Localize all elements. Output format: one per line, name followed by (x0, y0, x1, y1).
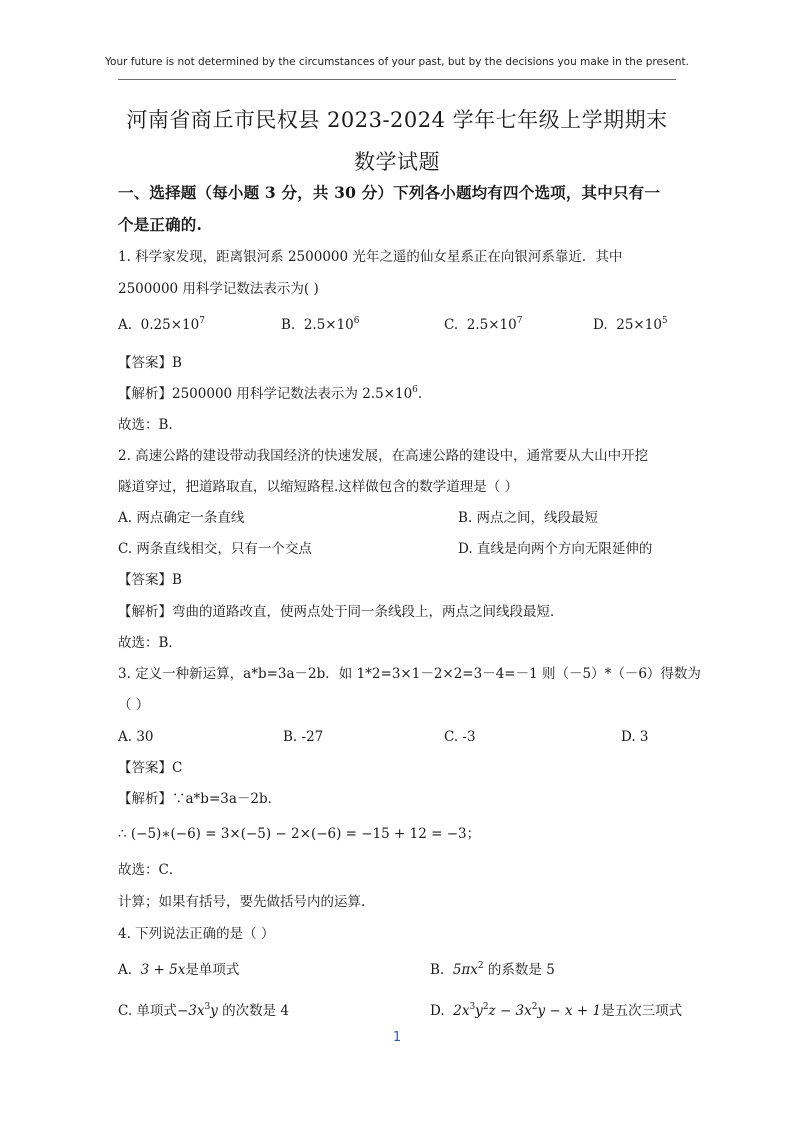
q2-choice: 故选：B． (118, 635, 182, 651)
q1-option-b: B. $2.5\times 10^6$ (281, 316, 360, 333)
q1-option-a: A. $0.25\times 10^7$ (118, 316, 205, 333)
q2-option-c: C. 两条直线相交，只有一个交点 (118, 541, 312, 557)
q3-option-b: B. -27 (283, 729, 324, 745)
exam-subtitle: 数学试题 (354, 150, 440, 174)
q2-option-b: B. 两点之间，线段最短 (458, 510, 599, 526)
q3-option-d: D. 3 (621, 729, 649, 745)
q1-option-d: D. $25\times 10^5$ (593, 316, 668, 333)
q1-stem-line1: 1. 科学家发现，距离银河系 2500000 光年之遥的仙女星系正在向银河系靠近．其中 (118, 249, 623, 265)
q3-calculation: ∴ (−5)∗(−6) = 3×(−5) − 2×(−6) = −15 + 12 = −3； (118, 826, 481, 842)
q1-option-c: C. $2.5\times 10^7$ (444, 316, 523, 333)
q2-option-d: D. 直线是向两个方向无限延伸的 (458, 541, 653, 557)
q3-stem-line1: 3. 定义一种新运算，a*b=3a－2b．如 1*2=3×1－2×2=3－4=－1 则（－5）*（－6）得数为 (118, 666, 701, 682)
header-rule (118, 79, 676, 80)
exam-title: 河南省商丘市民权县 2023-2024 学年七年级上学期期末 (126, 108, 668, 132)
q3-option-a: A. 30 (118, 729, 154, 745)
q1-stem-line2: 2500000 用科学记数法表示为( ) (118, 281, 319, 297)
q3-note: 计算；如果有括号，要先做括号内的运算. (118, 894, 366, 910)
q2-analysis: 【解析】弯曲的道路改直，使两点处于同一条线段上，两点之间线段最短． (118, 604, 564, 620)
q1-answer: 【答案】B (118, 355, 182, 371)
q4-stem: 4. 下列说法正确的是（ ） (118, 926, 275, 942)
q2-stem-line1: 2. 高速公路的建设带动我国经济的快速发展，在高速公路的建设中，通常要从大山中开挖 (118, 448, 649, 464)
section-heading-line1: 一、选择题（每小题 3 分，共 30 分）下列各小题均有四个选项，其中只有一 (118, 183, 661, 202)
q3-analysis: 【解析】∵a*b=3a－2b． (118, 791, 282, 807)
q3-option-c: C. -3 (444, 729, 476, 745)
q2-stem-line2: 隧道穿过，把道路取直，以缩短路程.这样做包含的数学道理是（ ） (118, 479, 519, 495)
q4-option-b: B. $5\pi x^2$ 的系数是 5 (430, 961, 555, 978)
q3-stem-line2: （ ） (118, 697, 150, 713)
page-number: 1 (392, 1030, 402, 1045)
q1-analysis: 【解析】2500000 用科学记数法表示为 $2.5\times 10^6$. (118, 385, 423, 402)
q3-choice: 故选：C． (118, 862, 183, 878)
section-heading-line2: 个是正确的. (118, 215, 203, 234)
q2-answer: 【答案】B (118, 572, 182, 588)
q2-option-a: A. 两点确定一条直线 (118, 510, 245, 526)
q4-option-d: D. $2x^3y^2z - 3x^2y - x + 1$是五次三项式 (430, 1002, 683, 1019)
q1-choice: 故选：B. (118, 417, 173, 433)
q4-option-c: C. 单项式$-3x^3y$ 的次数是 4 (118, 1002, 290, 1019)
q4-option-a: A. 3 + 5x是单项式 (118, 962, 240, 978)
header-motto: Your future is not determined by the circumstances of your past, but by the decisions you make in the present. (105, 56, 689, 68)
q3-answer: 【答案】C (118, 760, 183, 776)
